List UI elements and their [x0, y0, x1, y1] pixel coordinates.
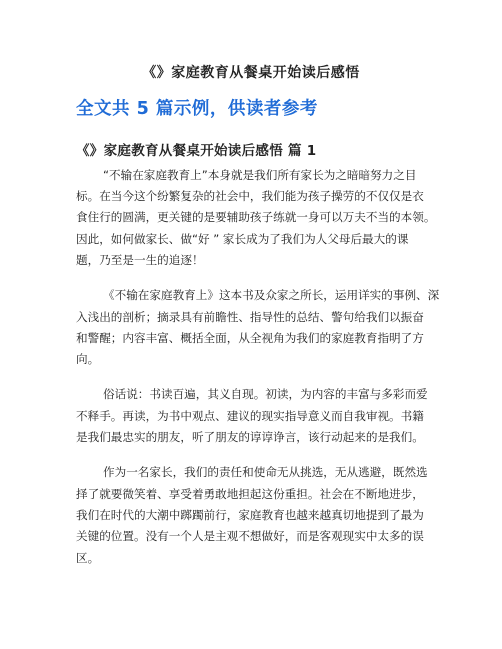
section-heading: 《》家庭教育从餐桌开始读后感悟 篇 1	[76, 143, 317, 159]
text-line: 向。	[76, 352, 100, 366]
text-line: 我们在时代的大潮中踯躅前行，家庭教育也越来越真切地提到了最为	[76, 508, 424, 522]
text-line: 入浅出的剖析；摘录具有前瞻性、指导性的总结、警句给我们以振奋	[76, 310, 424, 324]
text-line: 区。	[76, 551, 100, 565]
document-title: 《》家庭教育从餐桌开始读后感悟	[142, 65, 360, 81]
text-line: 标。在当今这个纷繁复杂的社会中，我们能为孩子操劳的不仅仅是衣	[76, 189, 424, 203]
text-line: 作为一名家长，我们的责任和使命无从挑选，无从逃避，既然选	[103, 465, 428, 479]
text-line: 因此，如何做家长、做“好 ” 家长成为了我们为人父母后最大的课	[76, 232, 409, 246]
text-line: 择了就要微笑着、享受着勇敢地担起这份重担。社会在不断地进步，	[76, 487, 424, 501]
text-line: 题，乃至是一生的追逐！	[76, 253, 204, 267]
document-subtitle: 全文共 5 篇示例，供读者参考	[76, 99, 318, 119]
text-line: “不输在家庭教育上”本身就是我们所有家长为之暗暗努力之目	[103, 168, 417, 182]
text-line: 食住行的圆满，更关键的是要辅助孩子练就一身可以万夫不当的本领。	[76, 210, 436, 224]
text-line: 和警醒；内容丰富、概括全面，从全视角为我们的家庭教育指明了方	[76, 331, 424, 345]
text-line: 关键的位置。没有一个人是主观不想做好，而是客观现实中太多的误	[76, 529, 424, 543]
text-line: 是我们最忠实的朋友，听了朋友的谆谆诤言，该行动起来的是我们。	[76, 430, 424, 444]
text-line: 《不输在家庭教育上》这本书及众家之所长，运用详实的事例、深	[103, 288, 440, 302]
text-line: 俗话说：书读百遍，其义自现。初读，为内容的丰富与多彩而爱	[103, 387, 428, 401]
text-line: 不释手。再读，为书中观点、建议的现实指导意义而自我审视。书籍	[76, 409, 424, 423]
